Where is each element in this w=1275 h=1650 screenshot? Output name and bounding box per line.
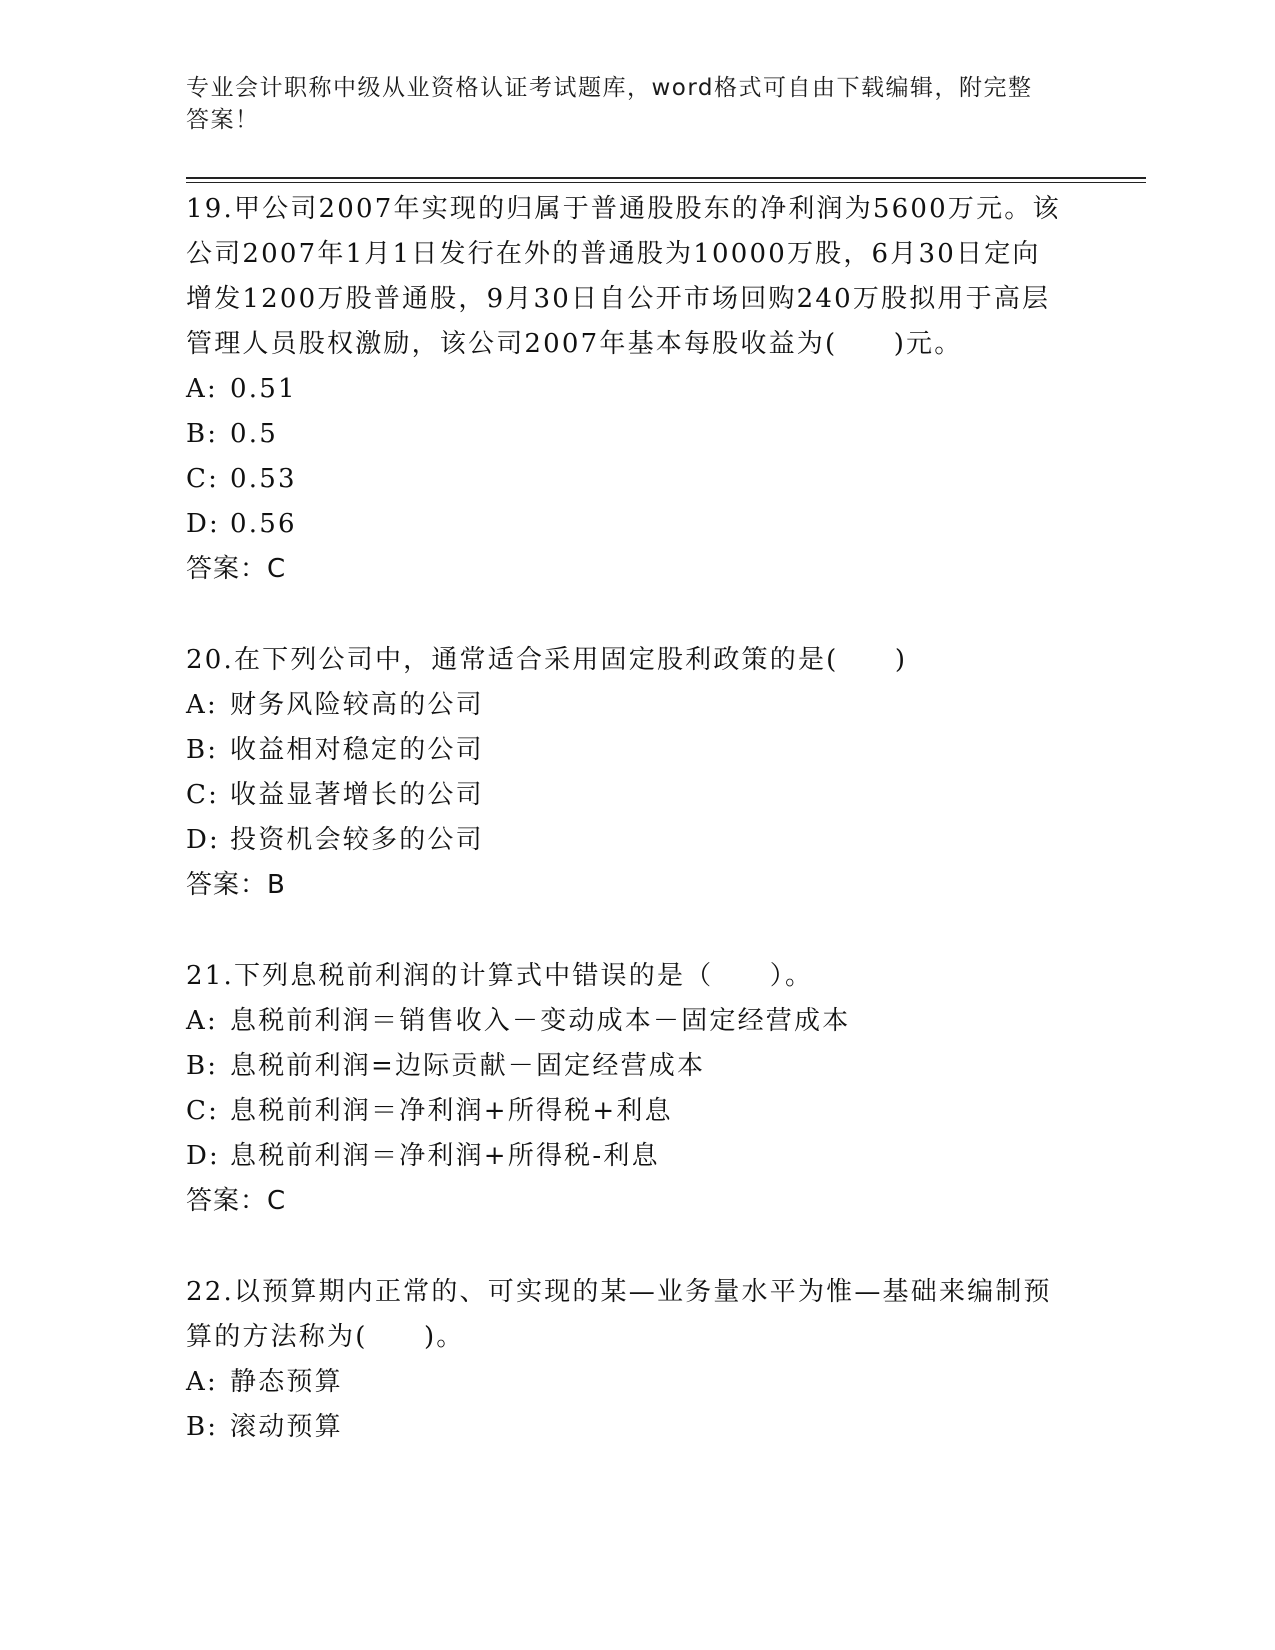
option-text: 息税前利润＝销售收入－变动成本－固定经营成本 bbox=[230, 1006, 851, 1036]
question-21 bbox=[186, 954, 1086, 1224]
option-letter: A: bbox=[186, 690, 218, 720]
question-19 bbox=[186, 187, 1086, 592]
option-letter: A: bbox=[186, 374, 218, 404]
option-b bbox=[186, 728, 1086, 773]
question-list bbox=[186, 187, 1086, 1496]
question-stem: 21.下列息税前利润的计算式中错误的是（ ）。 bbox=[186, 961, 814, 991]
question-stem: 19.甲公司2007年实现的归属于普通股股东的净利润为5600万元。该公司2007年1月1日发行在外的普通股为10000万股，6月30日定向增发1200万股普通股，9月30日自公开市场回购240万股拟用于高层管理人员股权激励，该公司2007年基本每股收益为( )元。 bbox=[186, 194, 1061, 359]
option-text: 息税前利润＝净利润+所得税-利息 bbox=[230, 1141, 660, 1171]
option-letter: B: bbox=[186, 1051, 219, 1081]
option-text: 息税前利润=边际贡献－固定经营成本 bbox=[230, 1051, 706, 1081]
question-20 bbox=[186, 638, 1086, 908]
header-rule-thick bbox=[186, 177, 1146, 179]
answer-line: 答案：C bbox=[186, 1186, 287, 1216]
option-text: 息税前利润＝净利润+所得税+利息 bbox=[230, 1096, 673, 1126]
option-letter: C: bbox=[186, 1096, 220, 1126]
question-22 bbox=[186, 1270, 1086, 1450]
option-text: 滚动预算 bbox=[230, 1412, 343, 1442]
option-text: 0.51 bbox=[230, 374, 297, 404]
option-letter: A: bbox=[186, 1367, 218, 1397]
option-letter: C: bbox=[186, 780, 220, 810]
option-d bbox=[186, 502, 1086, 547]
question-stem: 22.以预算期内正常的、可实现的某—业务量水平为惟—基础来编制预算的方法称为( )。 bbox=[186, 1277, 1052, 1352]
option-letter: D: bbox=[186, 1141, 221, 1171]
option-d bbox=[186, 818, 1086, 863]
option-text: 财务风险较高的公司 bbox=[230, 690, 484, 720]
option-letter: C: bbox=[186, 464, 220, 494]
option-text: 0.5 bbox=[230, 419, 278, 449]
answer-line: 答案：C bbox=[186, 554, 287, 584]
option-letter: B: bbox=[186, 735, 219, 765]
option-text: 收益相对稳定的公司 bbox=[230, 735, 484, 765]
option-letter: B: bbox=[186, 1412, 219, 1442]
option-b bbox=[186, 1044, 1086, 1089]
option-a bbox=[186, 1360, 1086, 1405]
option-c bbox=[186, 457, 1086, 502]
option-a bbox=[186, 683, 1086, 728]
question-stem: 20.在下列公司中，通常适合采用固定股利政策的是( ) bbox=[186, 645, 908, 675]
option-letter: A: bbox=[186, 1006, 218, 1036]
option-b bbox=[186, 1405, 1086, 1450]
option-text: 收益显著增长的公司 bbox=[230, 780, 484, 810]
option-text: 0.56 bbox=[230, 509, 297, 539]
option-letter: D: bbox=[186, 825, 221, 855]
option-c bbox=[186, 773, 1086, 818]
option-text: 静态预算 bbox=[230, 1367, 343, 1397]
header-rule-thin bbox=[186, 182, 1146, 183]
option-a bbox=[186, 367, 1086, 412]
option-text: 0.53 bbox=[230, 464, 297, 494]
option-c bbox=[186, 1089, 1086, 1134]
option-letter: D: bbox=[186, 509, 221, 539]
option-d bbox=[186, 1134, 1086, 1179]
answer-line: 答案：B bbox=[186, 870, 286, 900]
page-header: 专业会计职称中级从业资格认证考试题库，word格式可自由下载编辑，附完整答案！ bbox=[186, 75, 1033, 133]
option-letter: B: bbox=[186, 419, 219, 449]
option-text: 投资机会较多的公司 bbox=[230, 825, 484, 855]
option-a bbox=[186, 999, 1086, 1044]
option-b bbox=[186, 412, 1086, 457]
